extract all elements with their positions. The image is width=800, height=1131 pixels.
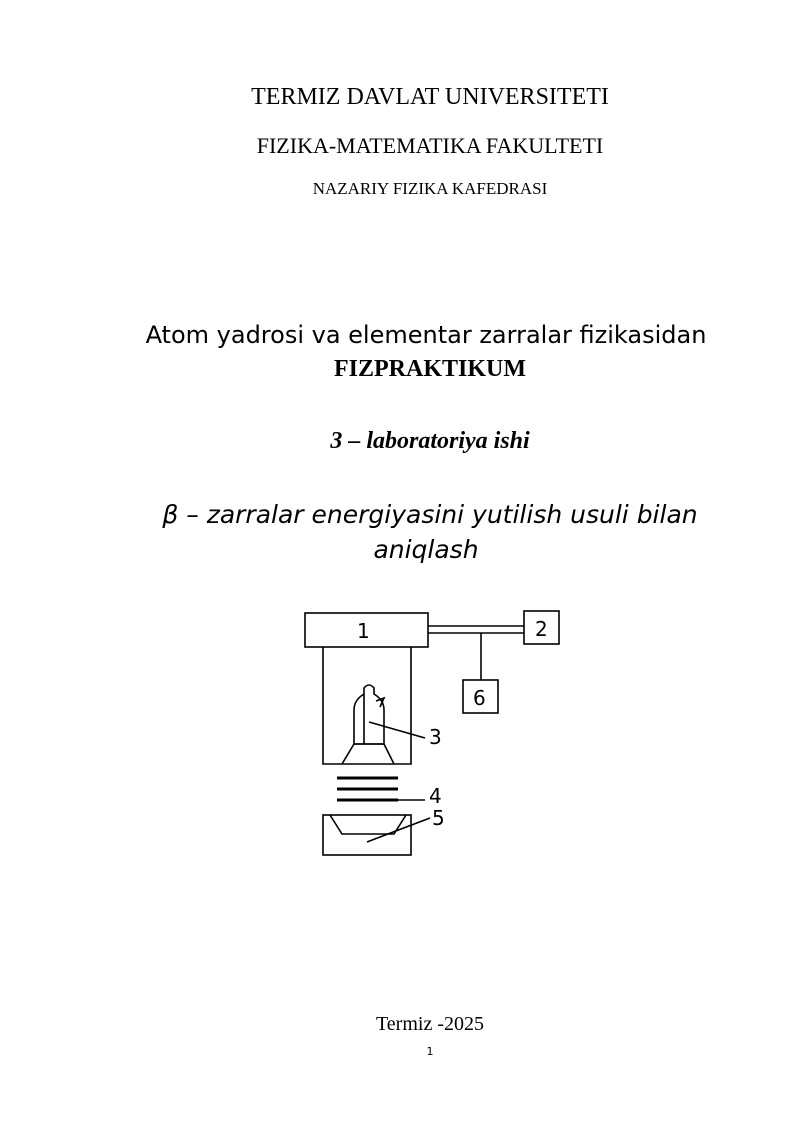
faculty-name: FIZIKA-MATEMATIKA FAKULTETI	[256, 133, 604, 158]
subject-line: Atom yadrosi va elementar zarralar fizikasidan	[145, 321, 707, 349]
apparatus-block-2	[524, 611, 559, 644]
source-holder	[323, 815, 411, 855]
label-1: 1	[357, 619, 370, 643]
tube-base	[342, 744, 354, 764]
label-5: 5	[432, 806, 445, 830]
place-and-year: Termiz -2025	[375, 1013, 484, 1035]
label-3: 3	[429, 725, 442, 749]
label-4: 4	[429, 784, 442, 808]
leader-line-5	[367, 818, 430, 842]
apparatus-block-6	[463, 680, 498, 713]
label-6: 6	[473, 686, 486, 710]
topic-title-line-1: β – zarralar energiyasini yutilish usuli bilan	[162, 500, 698, 529]
page-number: 1	[426, 1045, 434, 1058]
topic-title-line-2: aniqlash	[373, 535, 479, 564]
university-name: TERMIZ DAVLAT UNIVERSITETI	[251, 84, 609, 110]
tube-base	[384, 744, 394, 764]
source-cavity	[330, 815, 406, 834]
label-2: 2	[535, 617, 548, 641]
apparatus-block-1	[305, 613, 428, 647]
lab-number: 3 – laboratoriya ishi	[330, 428, 530, 454]
practicum-title: FIZPRAKTIKUM	[334, 356, 526, 382]
counter-tube-tip	[376, 698, 384, 707]
leader-line-3	[369, 722, 425, 738]
shield-housing	[323, 647, 411, 764]
counter-tube	[354, 685, 384, 744]
department-name: NAZARIY FIZIKA KAFEDRASI	[312, 179, 548, 198]
